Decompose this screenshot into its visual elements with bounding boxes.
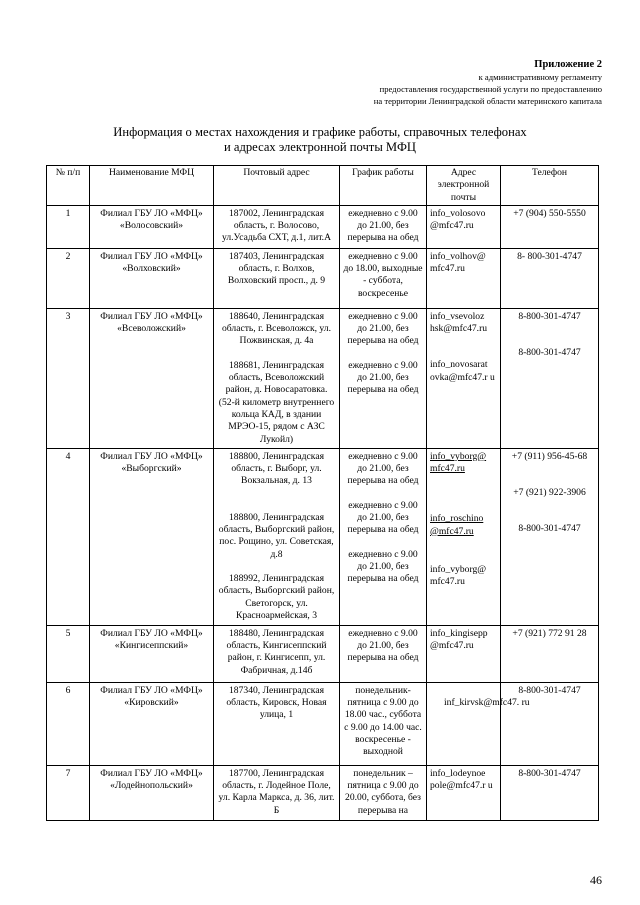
appendix-header bbox=[272, 58, 602, 107]
postal-address: 187002, Ленинградская область, г. Волосово, ул.Усадьба СХТ, д.1, лит.А bbox=[214, 205, 340, 248]
postal-address: 187340, Ленинградская область, Кировск, Новая улица, 1 bbox=[214, 682, 340, 765]
row-number: 3 bbox=[47, 308, 90, 448]
mfc-name: Филиал ГБУ ЛО «МФЦ» «Кингисеппский» bbox=[90, 625, 214, 682]
row-number: 7 bbox=[47, 765, 90, 820]
phone-number: +7 (904) 550-5550 bbox=[501, 205, 599, 248]
document-title-line-1: Информация о местах нахождения и графике работы, справочных телефонах bbox=[113, 125, 527, 139]
phone-number: 8-800-301-4747 bbox=[501, 682, 599, 765]
header-schedule: График работы bbox=[340, 166, 427, 206]
postal-address: 187403, Ленинградская область, г. Волхов, Волховский просп., д. 9 bbox=[214, 248, 340, 308]
table-row bbox=[47, 205, 599, 248]
mfc-name: Филиал ГБУ ЛО «МФЦ» «Выборгский» bbox=[90, 448, 214, 625]
work-schedule: ежедневно с 9.00 до 21.00, без перерыва на обед ежедневно с 9.00 до 21.00, без перерыва на обед bbox=[340, 308, 427, 448]
table-row bbox=[47, 248, 599, 308]
header-phone: Телефон bbox=[501, 166, 599, 206]
header-name: Наименование МФЦ bbox=[90, 166, 214, 206]
email-address[interactable]: info_kingisepp @mfc47.ru bbox=[427, 625, 501, 682]
table-row bbox=[47, 682, 599, 765]
row-number: 4 bbox=[47, 448, 90, 625]
mfc-name: Филиал ГБУ ЛО «МФЦ» «Лодейнопольский» bbox=[90, 765, 214, 820]
work-schedule: ежедневно с 9.00 до 21.00, без перерыва на обед bbox=[340, 625, 427, 682]
phone-number: +7 (921) 772 91 28 bbox=[501, 625, 599, 682]
row-number: 2 bbox=[47, 248, 90, 308]
email-address[interactable]: info_lodeynoe pole@mfc47.r u bbox=[427, 765, 501, 820]
phone-number: 8- 800-301-4747 bbox=[501, 248, 599, 308]
page-number: 46 bbox=[590, 873, 602, 887]
appendix-title: Приложение 2 bbox=[534, 59, 602, 70]
appendix-line-3: на территории Ленинградской области материнского капитала bbox=[373, 96, 602, 106]
document-title bbox=[40, 125, 600, 155]
postal-address: 187700, Ленинградская область, г. Лодейное Поле, ул. Карла Маркса, д. 36, лит. Б bbox=[214, 765, 340, 820]
appendix-line-1: к административному регламенту bbox=[478, 72, 602, 82]
email-address[interactable]: info_vyborg@ mfc47.ru info_roschino @mfc47.ru info_vyborg@ mfc47.ru bbox=[427, 448, 501, 625]
table-row bbox=[47, 765, 599, 820]
table-row bbox=[47, 308, 599, 448]
email-address[interactable]: info_volhov@ mfc47.ru bbox=[427, 248, 501, 308]
table-row bbox=[47, 448, 599, 625]
email-address[interactable]: info_volosovo @mfc47.ru bbox=[427, 205, 501, 248]
row-number: 6 bbox=[47, 682, 90, 765]
work-schedule: понедельник – пятница с 9.00 до 20.00, суббота, без перерыва на bbox=[340, 765, 427, 820]
mfc-table bbox=[46, 165, 599, 821]
work-schedule: ежедневно с 9.00 до 21.00, без перерыва на обед ежедневно с 9.00 до 21.00, без перерыва на обед ежедневно с 9.00 до 21.00, без перерыва на обед bbox=[340, 448, 427, 625]
postal-address: 188480, Ленинградская область, Кингисеппский район, г. Кингисепп, ул. Фабричная, д.14б bbox=[214, 625, 340, 682]
phone-number: 8-800-301-4747 bbox=[501, 765, 599, 820]
table-row bbox=[47, 625, 599, 682]
work-schedule: ежедневно с 9.00 до 18.00, выходные - суббота, воскресенье bbox=[340, 248, 427, 308]
document-title-line-2: и адресах электронной почты МФЦ bbox=[223, 140, 417, 154]
mfc-name: Филиал ГБУ ЛО «МФЦ» «Всеволожский» bbox=[90, 308, 214, 448]
phone-number: 8-800-301-4747 8-800-301-4747 bbox=[501, 308, 599, 448]
row-number: 5 bbox=[47, 625, 90, 682]
email-address[interactable]: inf_kirvsk@mfc47. ru bbox=[427, 682, 501, 765]
work-schedule: ежедневно с 9.00 до 21.00, без перерыва на обед bbox=[340, 205, 427, 248]
mfc-name: Филиал ГБУ ЛО «МФЦ» «Волосовский» bbox=[90, 205, 214, 248]
email-address[interactable]: info_vsevoloz hsk@mfc47.ru info_novosarat ovka@mfc47.r u bbox=[427, 308, 501, 448]
work-schedule: понедельник-пятница с 9.00 до 18.00 час., суббота с 9.00 до 14.00 час. воскресенье - выходной bbox=[340, 682, 427, 765]
row-number: 1 bbox=[47, 205, 90, 248]
postal-address: 188800, Ленинградская область, г. Выборг, ул. Вокзальная, д. 13 188800, Ленинградская область, Выборгский район, пос. Рощино, ул. Советская, д.8 188992, Ленинградская область, Выборгский район, Светогорск, ул. Красноармейская, 3 bbox=[214, 448, 340, 625]
mfc-name: Филиал ГБУ ЛО «МФЦ» «Волховский» bbox=[90, 248, 214, 308]
postal-address: 188640, Ленинградская область, г. Всеволожск, ул. Пожвинская, д. 4а 188681, Ленинградская область, Всеволожский район, д. Новосаратовка. (52-й километр внутреннего кольца КАД, в здании МРЭО-15, рядом с АЗС Лукойл) bbox=[214, 308, 340, 448]
mfc-name: Филиал ГБУ ЛО «МФЦ» «Кировский» bbox=[90, 682, 214, 765]
appendix-line-2: предоставления государственной услуги по предоставлению bbox=[379, 84, 602, 94]
header-num: № п/п bbox=[47, 166, 90, 206]
header-email: Адрес электронной почты bbox=[427, 166, 501, 206]
table-header-row bbox=[47, 166, 599, 206]
header-address: Почтовый адрес bbox=[214, 166, 340, 206]
phone-number: +7 (911) 956-45-68 +7 (921) 922-3906 8-800-301-4747 bbox=[501, 448, 599, 625]
